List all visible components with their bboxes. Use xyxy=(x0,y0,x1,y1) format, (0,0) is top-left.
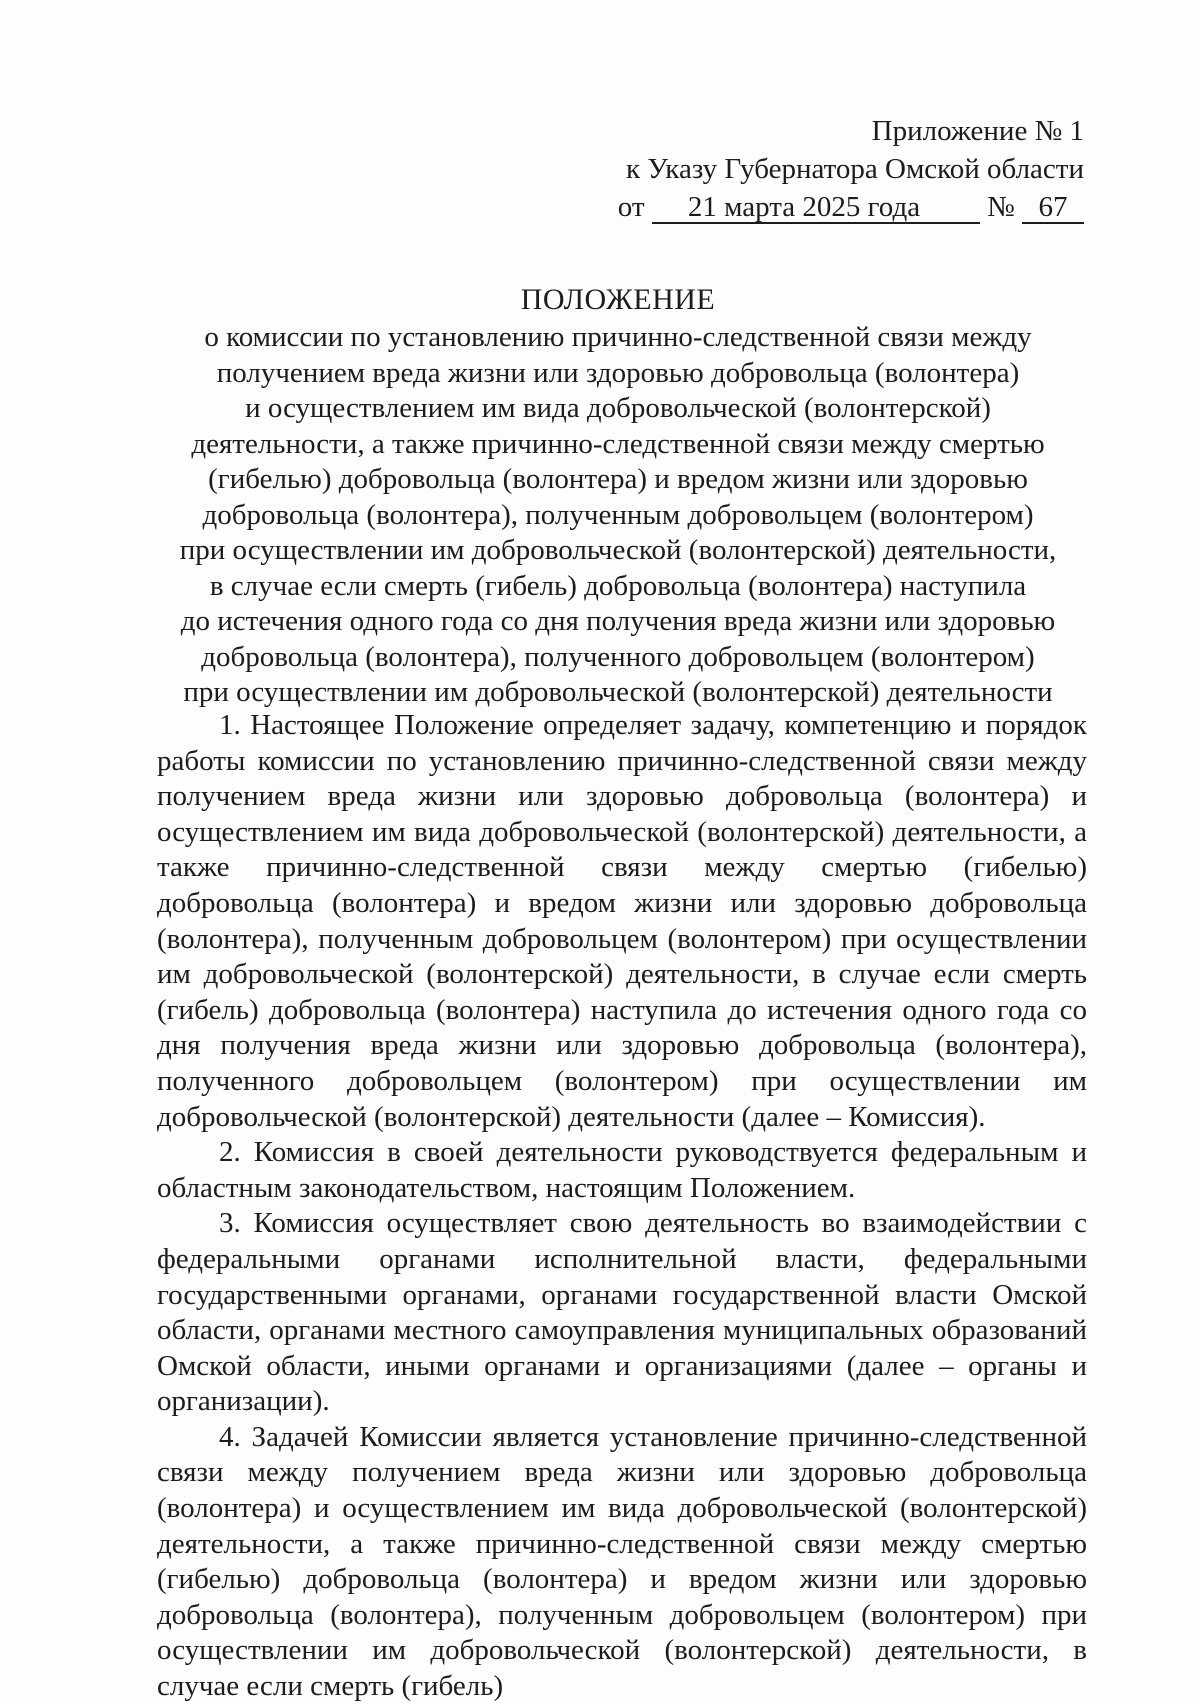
appendix-label: Приложение № 1 xyxy=(871,115,1084,147)
subtitle-line: получением вреда жизни или здоровью добровольца (волонтера) xyxy=(216,356,1020,389)
paragraph-2: 2. Комиссия в своей деятельности руководствуется федеральным и областным законодательством, настоящим Положением. xyxy=(157,1136,1087,1204)
appendix-header xyxy=(564,112,1084,226)
subtitle-line: при осуществлении им добровольческой (волонтерской) деятельности, xyxy=(179,534,1057,566)
document-title-block xyxy=(150,280,1086,711)
subtitle-line: добровольца (волонтера), полученного добровольцем (волонтером) xyxy=(201,640,1035,673)
decree-reference: к Указу Губернатора Омской области xyxy=(625,153,1084,185)
subtitle-line: при осуществлении им добровольческой (волонтерской) деятельности xyxy=(183,676,1053,708)
subtitle-line: о комиссии по установлению причинно-следственной связи между xyxy=(204,321,1032,353)
number-prefix: № xyxy=(987,191,1015,223)
subtitle-line: (гибелью) добровольца (волонтера) и вредом жизни или здоровью xyxy=(208,463,1028,495)
subtitle-line: в случае если смерть (гибель) добровольца (волонтера) наступила xyxy=(209,569,1027,602)
date-prefix: от xyxy=(617,191,645,223)
paragraph-4: 4. Задачей Комиссии является установление причинно-следственной связи между получением вреда жизни или здоровью добровольца (волонтера) и осуществлением им вида добровольческой (волонтерской) деятельности, а также причинно-следственной связи между смертью (гибелью) добровольца (волонтера) и вредом жизни или здоровью добровольца (волонтера), полученным добровольцем (волонтером) при осуществлении им добровольческой (волонтерской) деятельности, в случае если смерть (гибель) xyxy=(157,1420,1087,1703)
decree-date-line xyxy=(564,188,1084,226)
document-body xyxy=(157,708,1087,1705)
paragraph-3: 3. Комиссия осуществляет свою деятельность во взаимодействии с федеральными органами исполнительной власти, федеральными государственными органами, органами государственной власти Омской области, органами местного самоуправления муниципальных образований Омской области, иными органами и организациями (далее – органы и организации). xyxy=(157,1207,1087,1418)
document-title: ПОЛОЖЕНИЕ xyxy=(520,283,716,316)
subtitle-line: до истечения одного года со дня получения вреда жизни или здоровью xyxy=(180,605,1056,637)
decree-number: 67 xyxy=(1022,192,1084,224)
paragraph-1: 1. Настоящее Положение определяет задачу, компетенцию и порядок работы комиссии по установлению причинно-следственной связи между получением вреда жизни или здоровью добровольца (волонтера) и осуществлением им вида добровольческой (волонтерской) деятельности, а также причинно-следственной связи между смертью (гибелью) добровольца (волонтера) и вредом жизни или здоровью добровольца (волонтера), полученным добровольцем (волонтером) при осуществлении им добровольческой (волонтерской) деятельности, в случае если смерть (гибель) добровольца (волонтера) наступила до истечения одного года со дня получения вреда жизни или здоровью добровольца (волонтера), полученного добровольцем (волонтером) при осуществлении им добровольческой (волонтерской) деятельности (далее – Комиссия). xyxy=(157,709,1087,1133)
decree-date: 21 марта 2025 года xyxy=(652,192,980,224)
subtitle-line: добровольца (волонтера), полученным добровольцем (волонтером) xyxy=(202,498,1034,531)
subtitle-line: деятельности, а также причинно-следственной связи между смертью xyxy=(191,427,1045,460)
subtitle-line: и осуществлением им вида добровольческой (волонтерской) xyxy=(245,392,991,424)
